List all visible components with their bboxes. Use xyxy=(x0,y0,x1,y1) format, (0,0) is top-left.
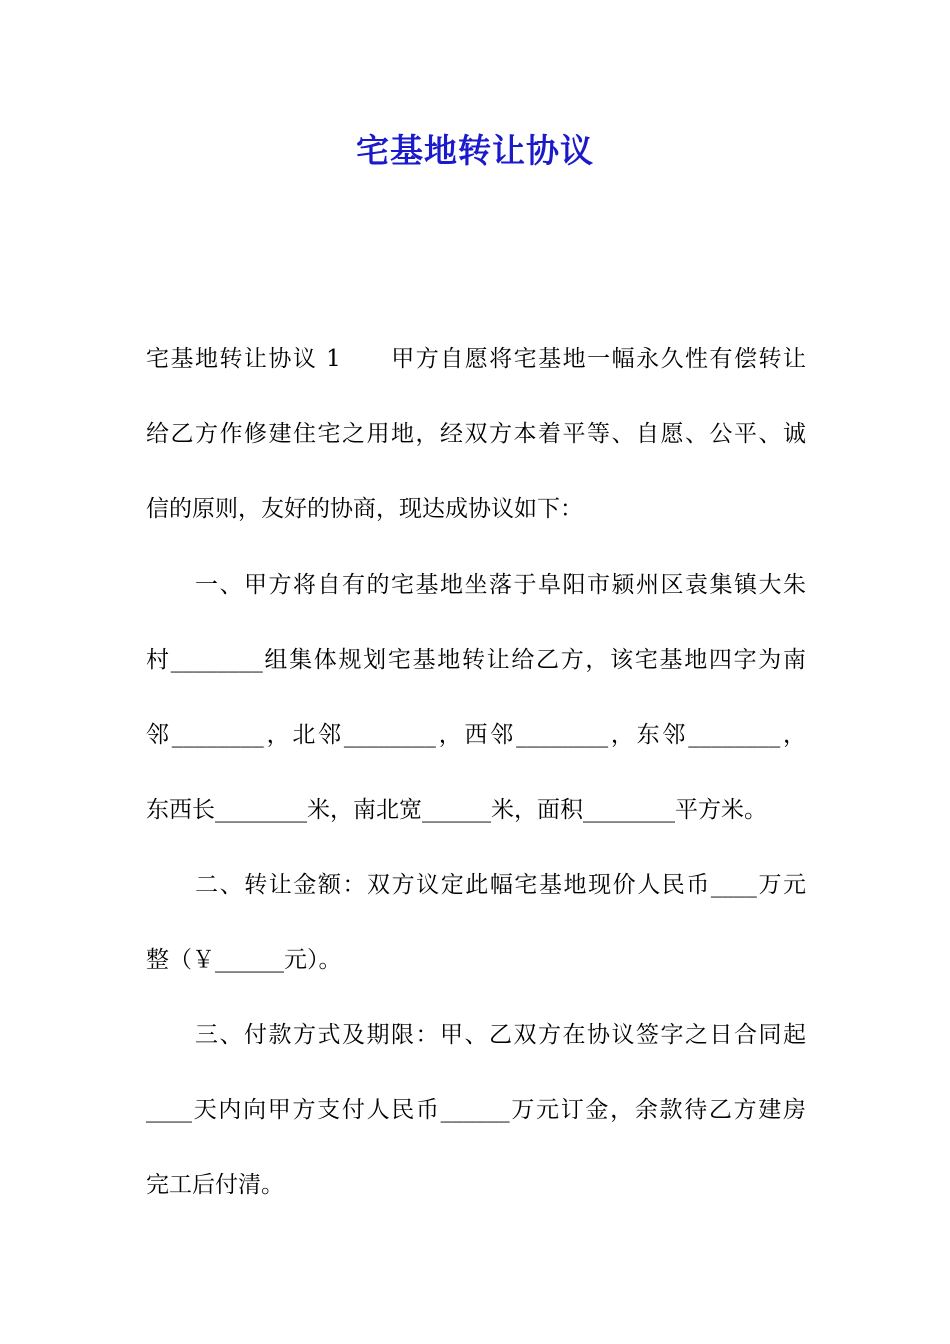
paragraph-line-5: 村________组集体规划宅基地转让给乙方，该宅基地四字为南 xyxy=(146,647,806,673)
paragraph-line-4: 一、甲方将自有的宅基地坐落于阜阳市颍州区袁集镇大朱 xyxy=(146,572,806,598)
paragraph-line-10: 三、付款方式及期限：甲、乙双方在协议签字之日合同起 xyxy=(146,1022,806,1048)
paragraph-line-6: 邻________，北邻________，西邻________，东邻________， xyxy=(146,722,806,748)
paragraph-line-9: 整（￥______元）。 xyxy=(146,947,342,973)
paragraph-line-2: 给乙方作修建住宅之用地，经双方本着平等、自愿、公平、诚 xyxy=(146,421,806,447)
paragraph-line-11: ____天内向甲方支付人民币______万元订金，余款待乙方建房 xyxy=(146,1097,806,1123)
paragraph-line-12: 完工后付清。 xyxy=(146,1172,284,1198)
document-title: 宅基地转让协议 xyxy=(356,131,594,170)
paragraph-line-3: 信的原则，友好的协商，现达成协议如下： xyxy=(146,496,583,522)
paragraph-line-1: 宅基地转让协议 1 甲方自愿将宅基地一幅永久性有偿转让 xyxy=(146,346,806,372)
paragraph-line-8: 二、转让金额：双方议定此幅宅基地现价人民币____万元 xyxy=(146,872,806,898)
paragraph-line-7: 东西长________米，南北宽______米，面积________平方米。 xyxy=(146,797,767,823)
